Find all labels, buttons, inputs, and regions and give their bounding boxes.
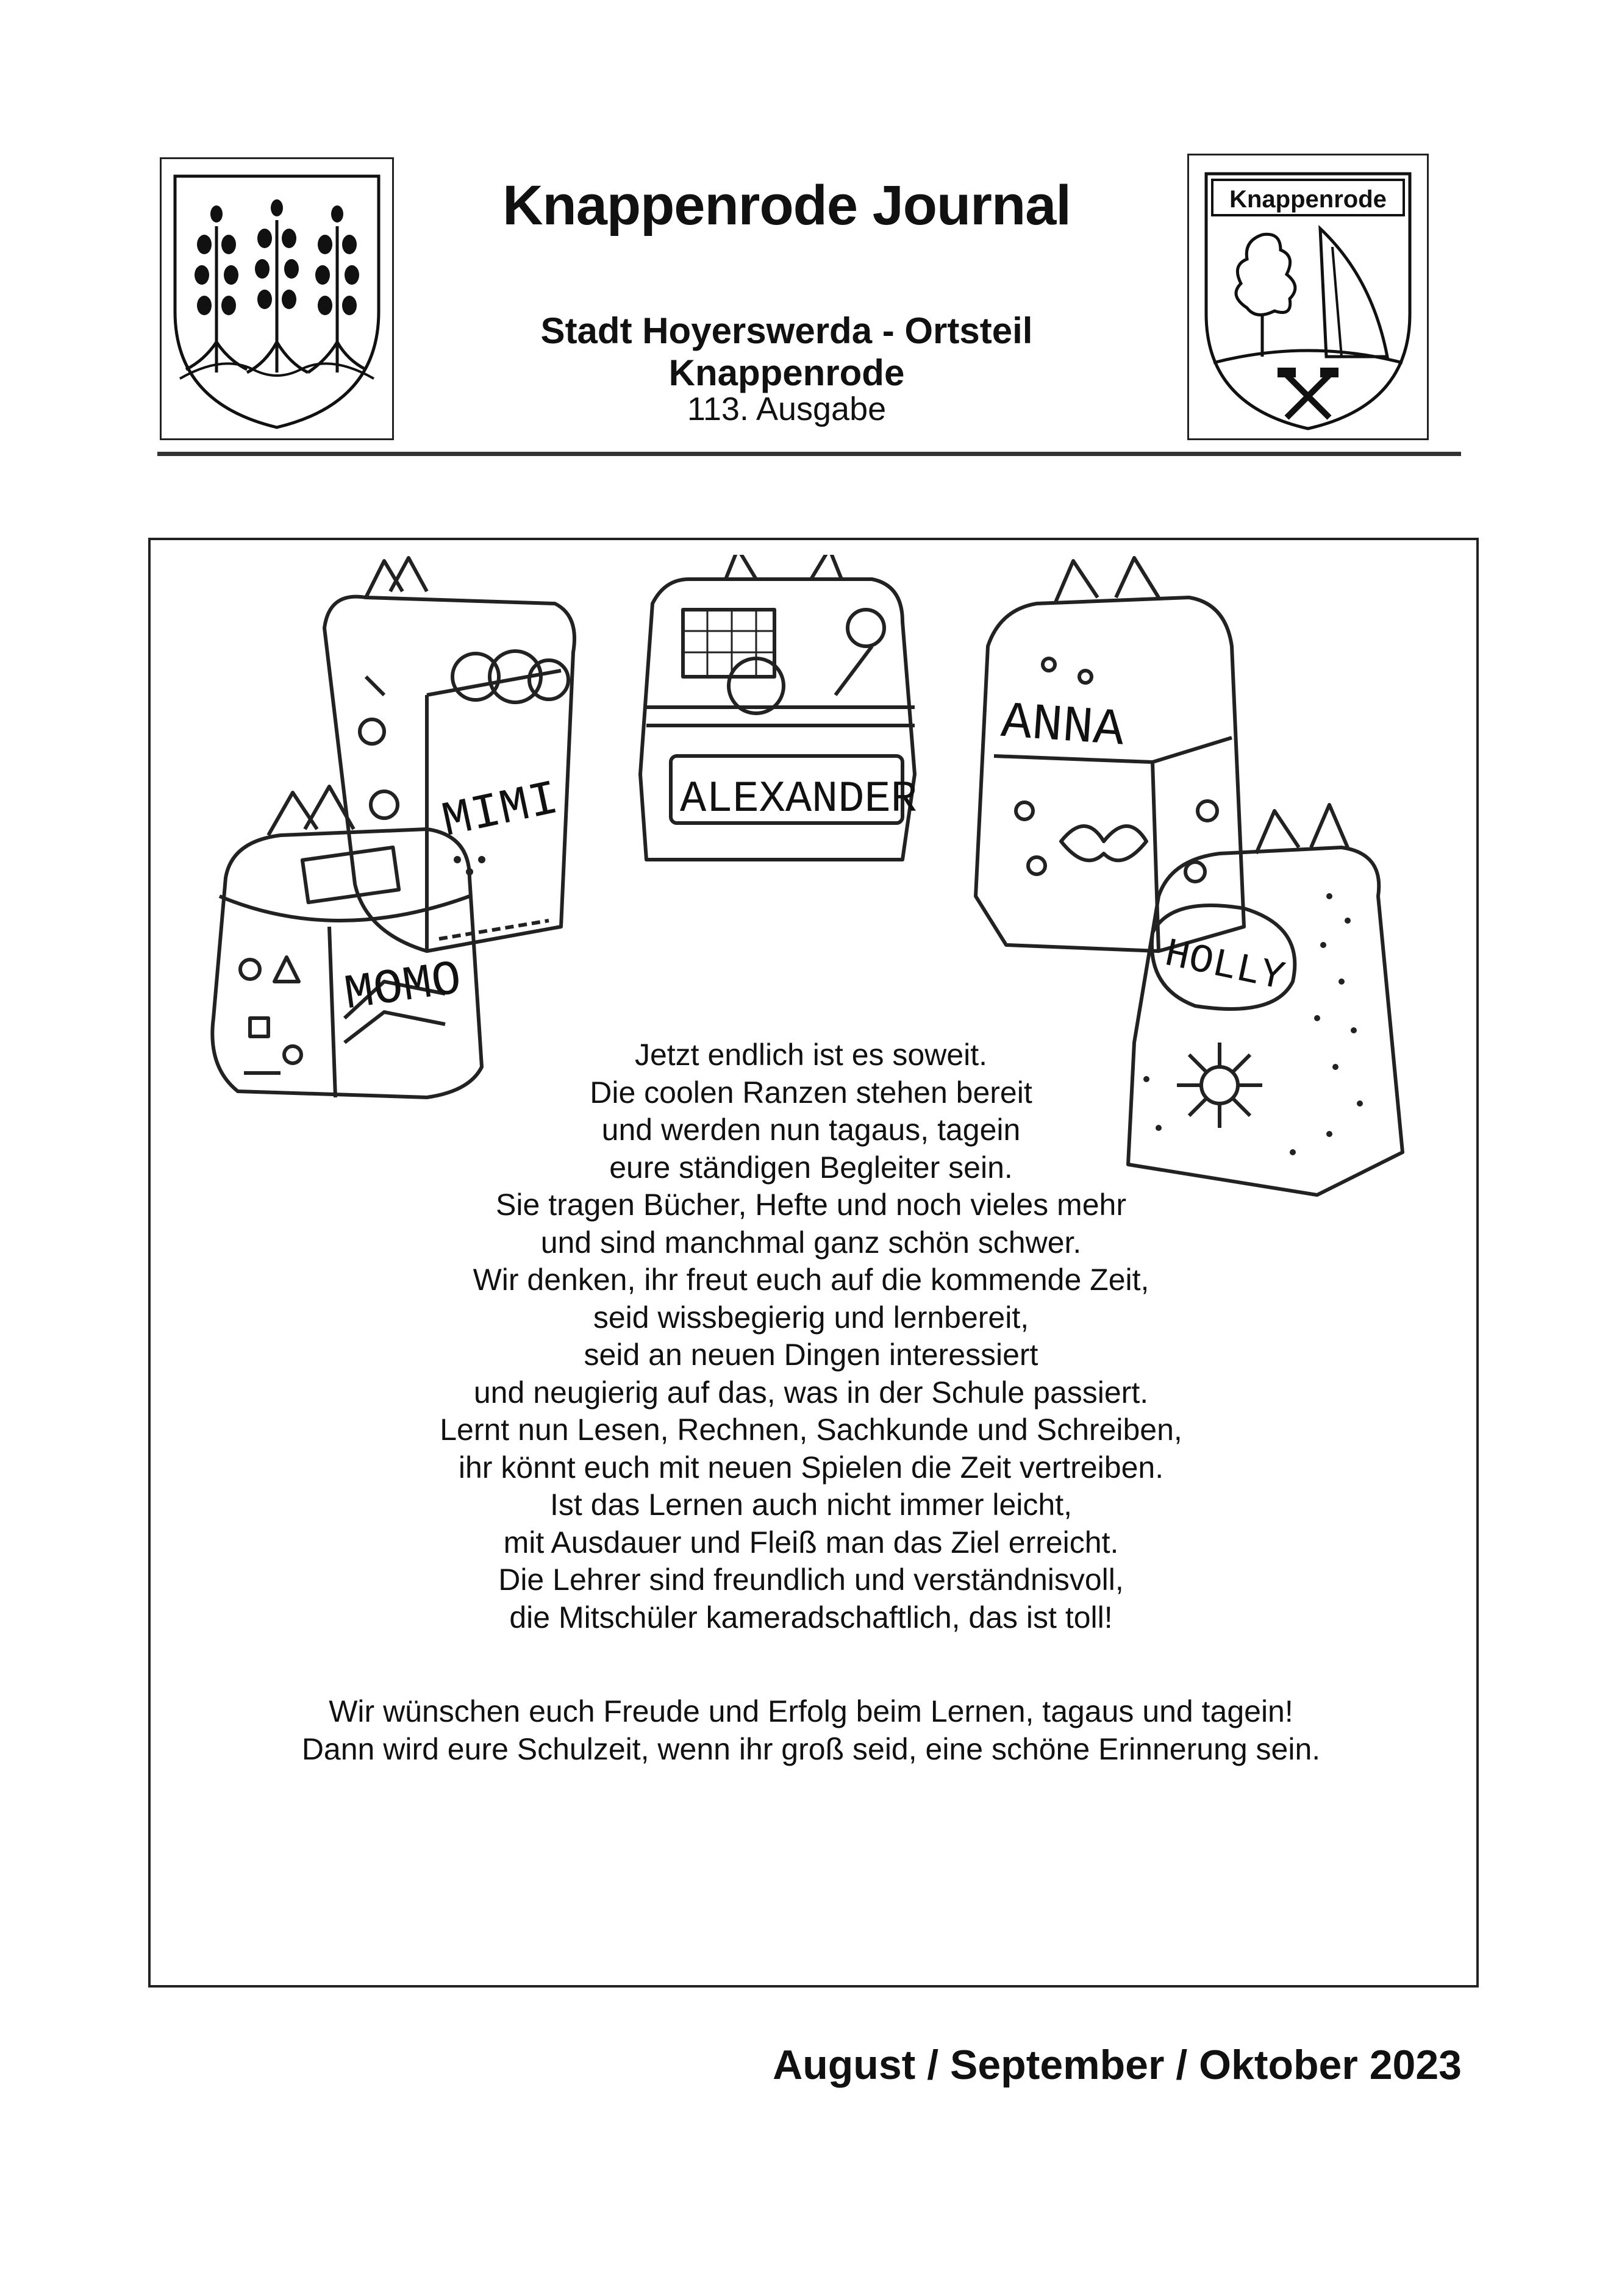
poem-line: seid an neuen Dingen interessiert [584, 1338, 1038, 1372]
poem-line: eure ständigen Begleiter sein. [609, 1150, 1013, 1185]
journal-title: Knappenrode Journal [502, 174, 1071, 237]
poem-line: Lernt nun Lesen, Rechnen, Sachkunde und Schreiben, [440, 1413, 1182, 1447]
poem-line: Wir denken, ihr freut euch auf die kommende Zeit, [473, 1263, 1149, 1297]
poem-line: Sie tragen Bücher, Hefte und noch vieles mehr [496, 1188, 1126, 1222]
poem [201, 1036, 1421, 1636]
bag-mimi [324, 558, 574, 951]
poem-line: Ist das Lernen auch nicht immer leicht, [550, 1488, 1072, 1522]
bag-label-holly: HOLLY [1160, 931, 1288, 1001]
issue-number: 113. Ausgabe [687, 391, 887, 427]
wish-line: Dann wird eure Schulzeit, wenn ihr groß seid, eine schöne Erinnerung sein. [301, 1732, 1321, 1766]
poem-line: Die Lehrer sind freundlich und verständnisvoll, [498, 1563, 1124, 1597]
poem-line: mit Ausdauer und Fleiß man das Ziel erreicht. [503, 1525, 1119, 1560]
poem-line: und sind manchmal ganz schön schwer. [540, 1225, 1082, 1260]
knappenrode-crest [1187, 154, 1429, 440]
tree-icon [1236, 234, 1295, 357]
bag-label-alexander: ALEXANDER [680, 774, 917, 824]
hammer-and-pick-icon [1287, 375, 1329, 418]
poem-line: und neugierig auf das, was in der Schule passiert. [473, 1375, 1149, 1410]
journal-subtitle: Stadt Hoyerswerda - Ortsteil Knappenrode [540, 310, 1033, 393]
hoyerswerda-crest [160, 157, 394, 440]
poem-line: und werden nun tagaus, tagein [601, 1113, 1021, 1147]
wish-line: Wir wünschen euch Freude und Erfolg beim Lernen, tagaus und tagein! [329, 1694, 1293, 1728]
bag-label-mimi: MIMI [437, 771, 564, 850]
poem-line: ihr könnt euch mit neuen Spielen die Zeit vertreiben. [458, 1450, 1164, 1485]
poem-line: Die coolen Ranzen stehen bereit [590, 1075, 1032, 1110]
issue-date: August / September / Oktober 2023 [773, 2042, 1462, 2088]
bag-label-anna: ANNA [999, 693, 1126, 760]
poem-line: die Mitschüler kameradschaftlich, das ist toll! [509, 1600, 1113, 1635]
bag-label-momo: MOMO [341, 952, 465, 1024]
header-divider [157, 452, 1461, 456]
poem-line: Jetzt endlich ist es soweit. [634, 1038, 988, 1072]
oak-trees-crest-icon [162, 159, 392, 438]
wish-paragraph [201, 1692, 1421, 1768]
poem-line: seid wissbegierig und lernbereit, [593, 1300, 1029, 1335]
crest-label: Knappenrode [1229, 186, 1387, 213]
